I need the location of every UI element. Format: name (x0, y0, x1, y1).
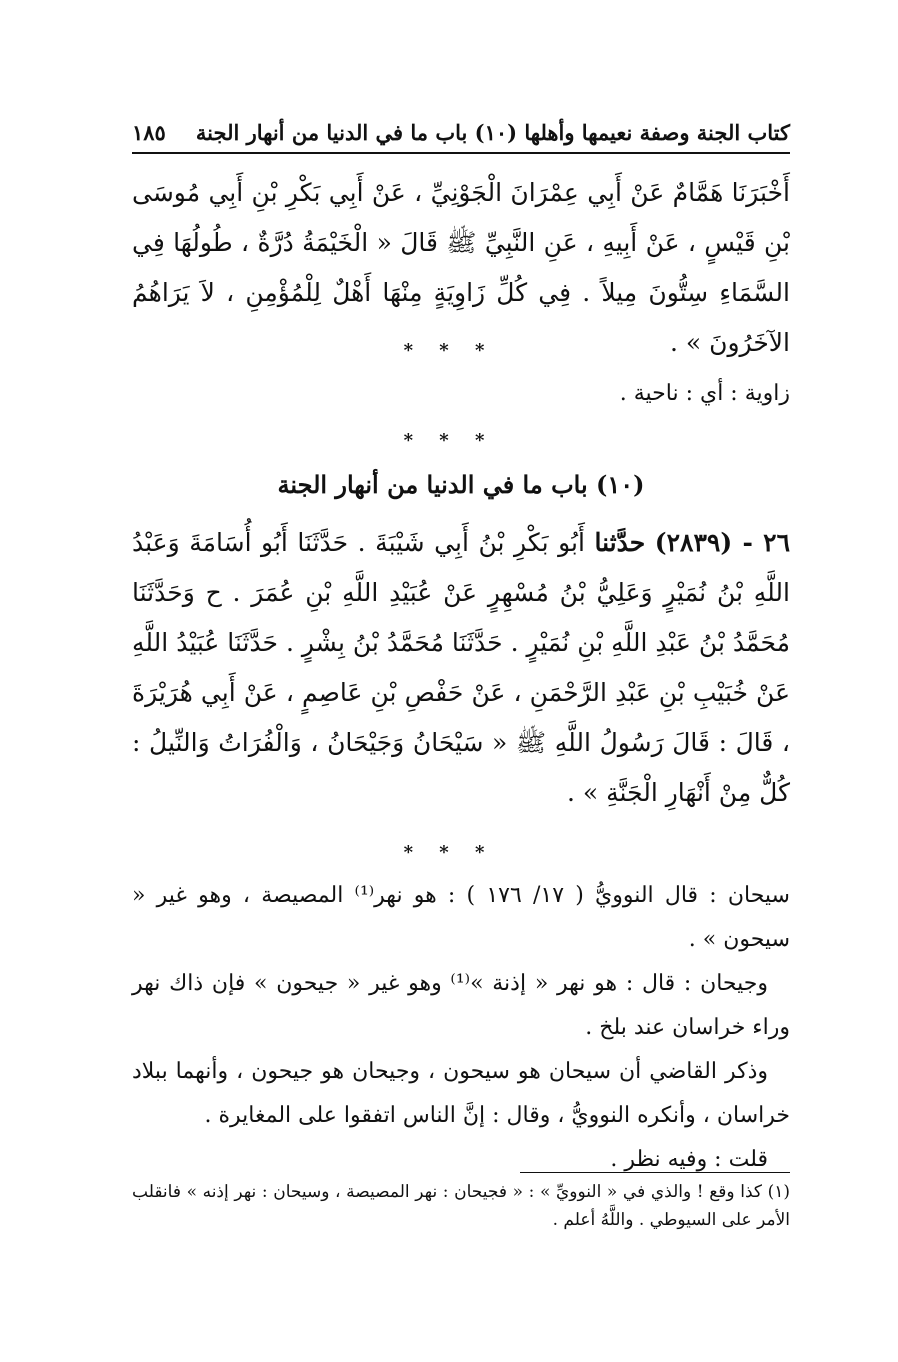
hadith-opening: حدَّثنا (594, 528, 646, 557)
header-divider (132, 152, 790, 154)
hadith-main-text: أَبُو بَكْرِ بْنُ أَبِي شَيْبَةَ . حَدَّثَنَا أَبُو أُسَامَةَ وَعَبْدُ اللَّهِ بْنُ نُمَيْرٍ وَعَلِيُّ بْنُ مُسْهِرٍ عَنْ عُبَيْدِ اللَّهِ بْنِ عُمَرَ . ح وَحَدَّثَنَا مُحَمَّدُ بْنُ عَبْدِ اللَّهِ بْنِ نُمَيْرٍ . حَدَّثَنَا مُحَمَّدُ بْنُ بِشْرٍ . حَدَّثَنَا عُبَيْدُ اللَّهِ عَنْ خُبَيْبِ بْنِ عَبْدِ الرَّحْمَنِ ، عَنْ حَفْصِ بْنِ عَاصِمٍ ، عَنْ أَبِي هُرَيْرَةَ ، قَالَ : قَالَ رَسُولُ اللَّهِ ﷺ « سَيْحَانُ وَجَيْحَانُ ، وَالْفُرَاتُ وَالنِّيلُ : كُلٌّ مِنْ أَنْهَارِ الْجَنَّةِ » . (132, 528, 790, 807)
footnote: (١) كذا وقع ! والذي في « النوويِّ » : « فجيحان : نهر المصيصة ، وسيحان : نهر إذنه » فانقلب الأمر على السيوطي . واللَّهُ أعلم . (132, 1182, 790, 1230)
page-header (132, 112, 790, 152)
commentary-paragraph: وجيحان : قال : هو نهر « إذنة »⁽¹⁾ وهو غير « جيحون » فإن ذاك نهر وراء خراسان عند بلخ . (132, 971, 790, 1040)
commentary (132, 874, 790, 1182)
footnote-divider (520, 1172, 790, 1173)
running-title: كتاب الجنة وصفة نعيمها وأهلها (١٠) باب ما في الدنيا من أنهار الجنة (195, 119, 790, 145)
word-gloss: زاوية : أي : ناحية . (619, 381, 790, 406)
hadith-previous-text: أَخْبَرَنَا هَمَّامٌ عَنْ أَبِي عِمْرَانَ الْجَوْنِيِّ ، عَنْ أَبِي بَكْرِ بْنِ أَبِي مُوسَى بْنِ قَيْسٍ ، عَنْ أَبِيهِ ، عَنِ النَّبِيِّ ﷺ قَالَ « الْخَيْمَةُ دُرَّةٌ ، طُولُهَا فِي السَّمَاءِ سِتُّونَ مِيلاً . فِي كُلِّ زَاوِيَةٍ مِنْهَا أَهْلٌ لِلْمُؤْمِنِ ، لاَ يَرَاهُمُ الآخَرُونَ » . (132, 178, 790, 357)
separator-3: * * * (403, 842, 495, 863)
separator-2: * * * (403, 430, 495, 451)
hadith-main (132, 518, 790, 818)
page-number: ١٨٥ (132, 119, 166, 145)
separator-1: * * * (403, 340, 495, 361)
commentary-paragraph: قلت : وفيه نظر . (610, 1147, 768, 1172)
commentary-paragraph: سيحان : قال النوويُّ ( ١٧/ ١٧٦ ) : هو نهر⁽¹⁾ المصيصة ، وهو غير « سيحون » . (132, 883, 790, 952)
chapter-title: (١٠) باب ما في الدنيا من أنهار الجنة (277, 470, 645, 499)
hadith-number: ٢٦ - (٢٨٣٩) (654, 528, 790, 557)
commentary-paragraph: وذكر القاضي أن سيحان هو سيحون ، وجيحان هو جيحون ، وأنهما ببلاد خراسان ، وأنكره النوويُّ ، وقال : إنَّ الناس اتفقوا على المغايرة . (132, 1059, 790, 1128)
